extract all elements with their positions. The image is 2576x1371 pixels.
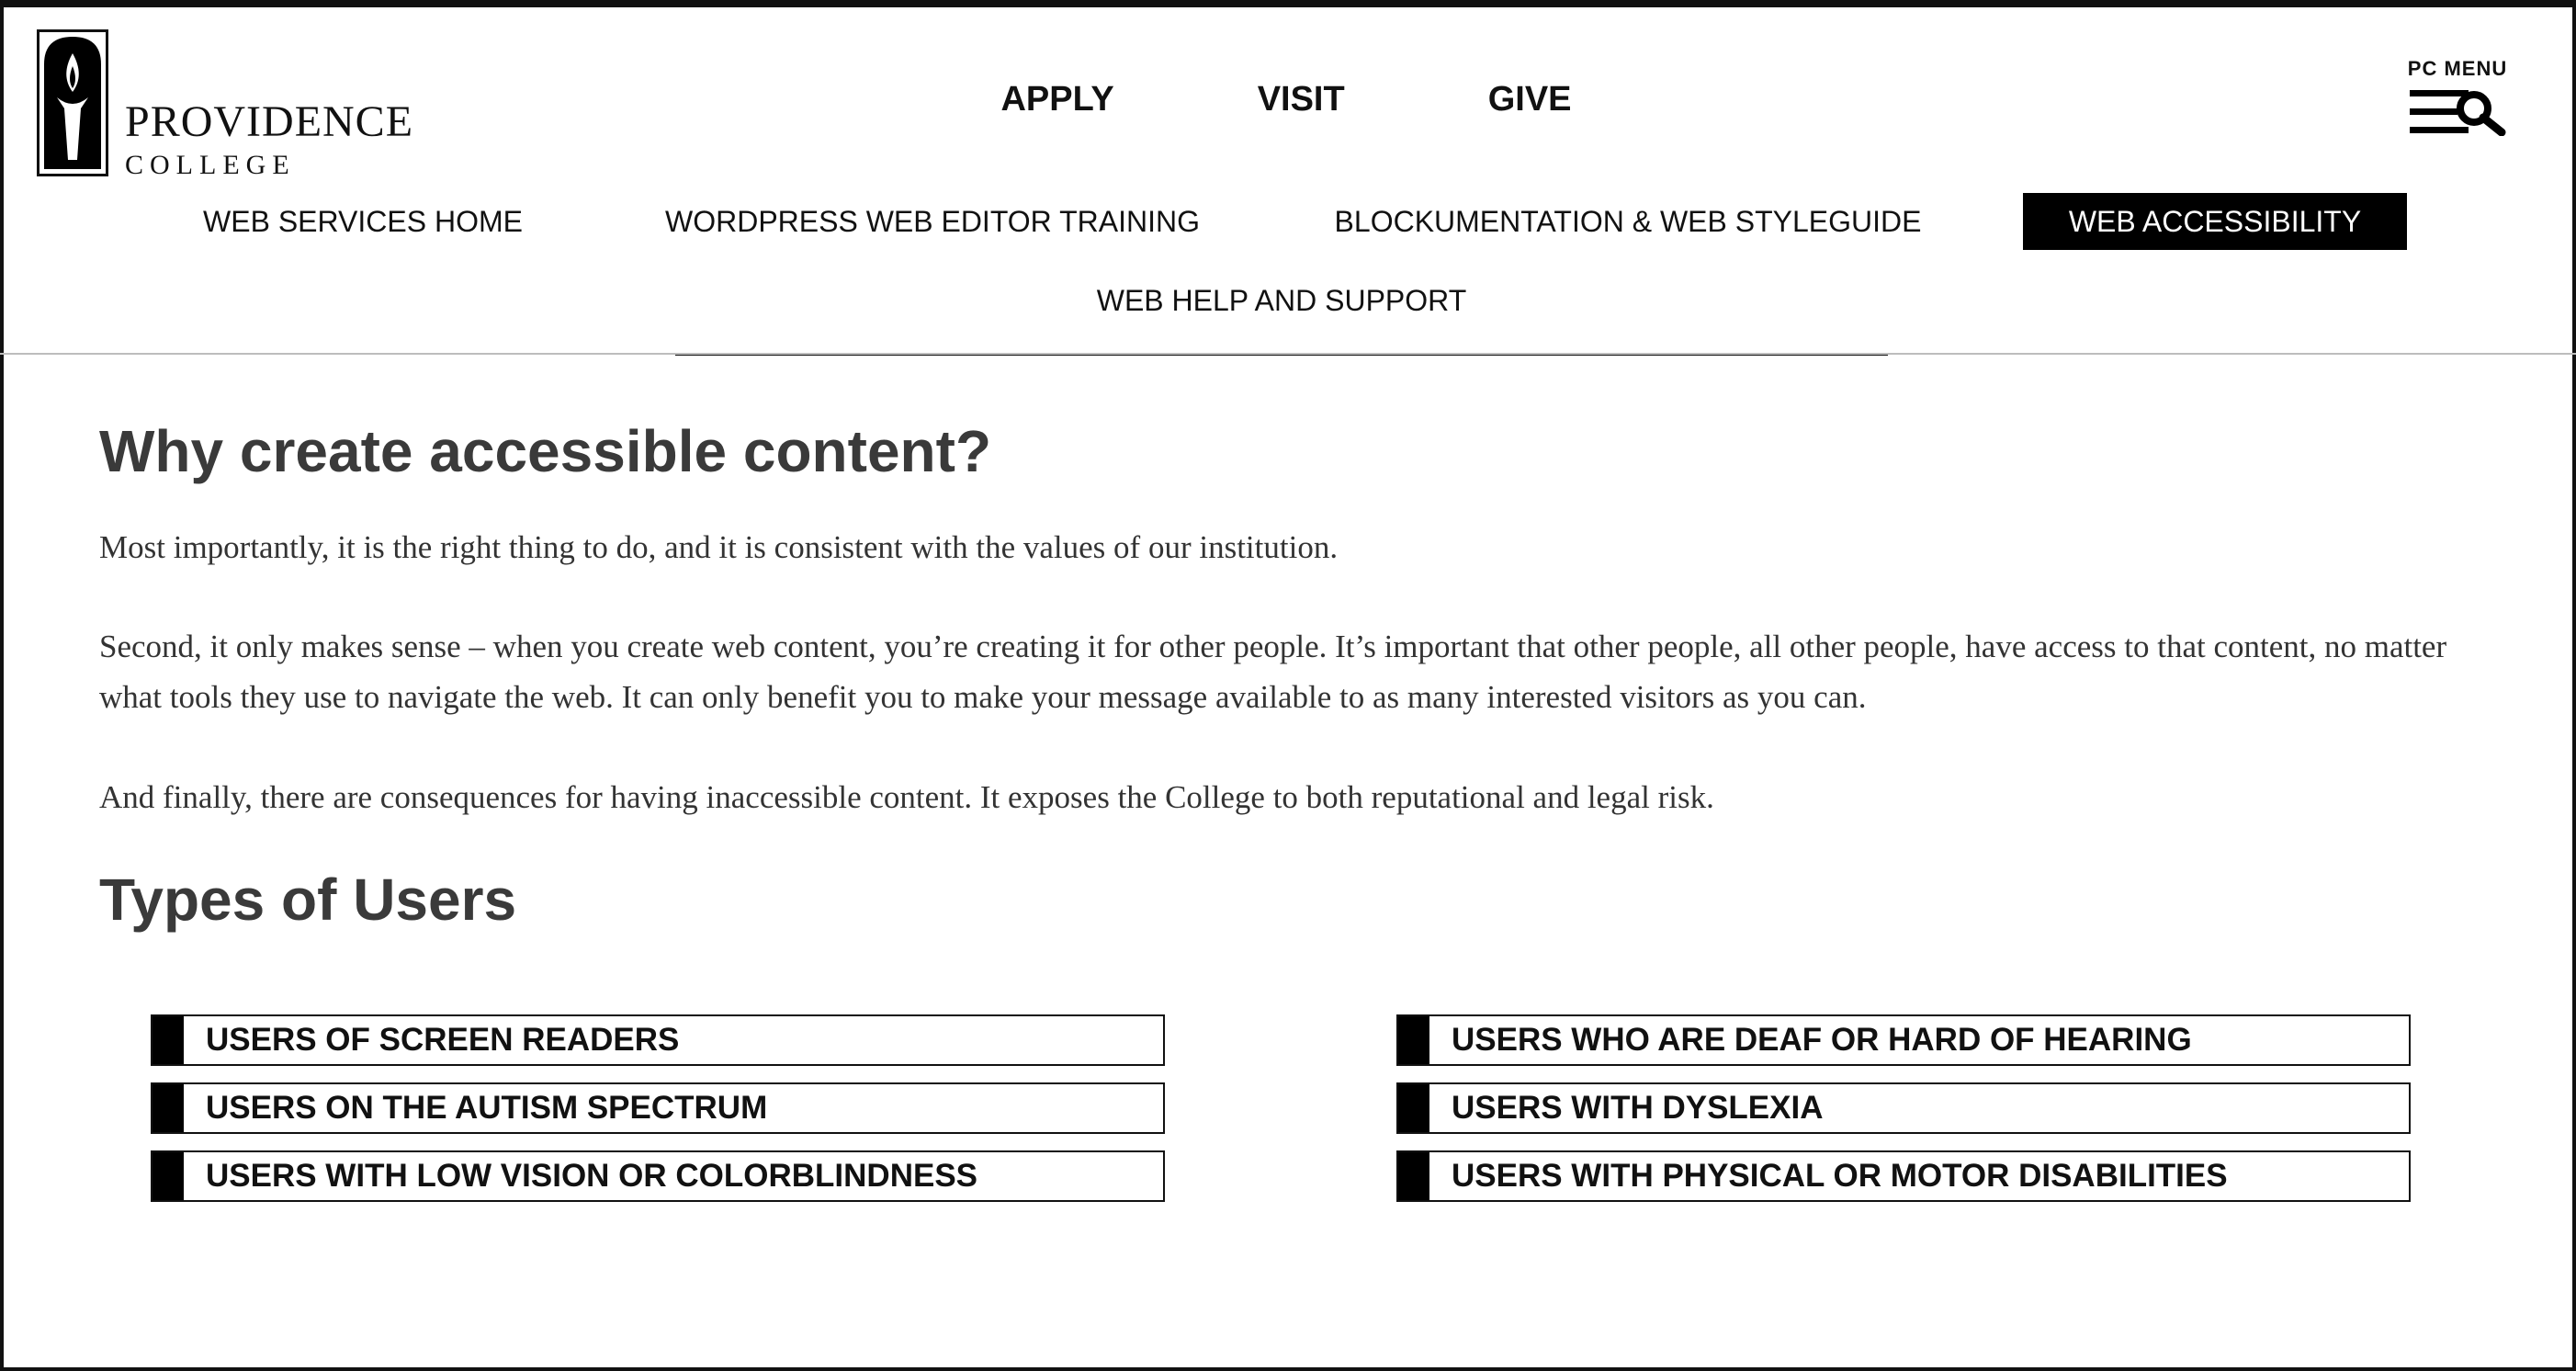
visit-link[interactable]: VISIT (1257, 80, 1345, 119)
pc-menu-label: PC MENU (2407, 57, 2508, 80)
accent-bar (153, 1152, 184, 1200)
subnav-item-web-help-support[interactable]: WEB HELP AND SUPPORT (1096, 284, 1467, 317)
user-type-button[interactable] (151, 1150, 1165, 1202)
accent-bar (1398, 1016, 1429, 1064)
torch-shield-icon (37, 29, 108, 176)
paragraph-2: Second, it only makes sense – when you create web content, you’re creating it for other people. It’s important that other people, all other people, have access to that content, no matter what tools they use to navigate the web. It can only benefit you to make your message available to as many interested visitors as you can. (99, 629, 2447, 715)
user-type-label: USERS WHO ARE DEAF OR HARD OF HEARING (1452, 1022, 2192, 1058)
user-type-label: USERS WITH LOW VISION OR COLORBLINDNESS (206, 1158, 978, 1194)
providence-college-logo[interactable] (37, 29, 414, 180)
types-of-users-heading: Types of Users (99, 867, 517, 933)
user-type-label: USERS WITH PHYSICAL OR MOTOR DISABILITIES (1452, 1158, 2228, 1194)
user-type-button[interactable] (1396, 1014, 2411, 1066)
subnav-item-wordpress-training[interactable]: WORDPRESS WEB EDITOR TRAINING (665, 205, 1200, 238)
user-types-left-column (151, 1014, 1165, 1218)
user-type-button[interactable] (1396, 1150, 2411, 1202)
apply-link[interactable]: APPLY (1000, 80, 1114, 119)
accent-bar (153, 1084, 184, 1132)
logo-wordmark-college: COLLEGE (125, 150, 296, 180)
accent-bar (1398, 1152, 1429, 1200)
user-type-label: USERS ON THE AUTISM SPECTRUM (206, 1090, 768, 1126)
user-type-button[interactable] (151, 1014, 1165, 1066)
give-link[interactable]: GIVE (1487, 80, 1572, 119)
pc-menu-button[interactable] (2407, 57, 2508, 136)
cta-nav (955, 72, 1617, 128)
user-types-right-column (1396, 1014, 2411, 1218)
user-type-button[interactable] (151, 1082, 1165, 1134)
user-type-label: USERS OF SCREEN READERS (206, 1022, 680, 1058)
accent-bar (153, 1016, 184, 1064)
menu-search-icon (2408, 88, 2507, 136)
logo-wordmark-providence: PROVIDENCE (125, 97, 414, 146)
user-type-label: USERS WITH DYSLEXIA (1452, 1090, 1824, 1126)
subnav-item-web-services-home[interactable]: WEB SERVICES HOME (203, 205, 523, 238)
main-content (99, 418, 2488, 933)
paragraph-1: Most importantly, it is the right thing to do, and it is consistent with the values of our institution. (99, 529, 1339, 565)
paragraph-3: And finally, there are consequences for having inaccessible content. It exposes the College to both reputational and legal risk. (99, 779, 1714, 815)
subnav-item-web-accessibility[interactable]: WEB ACCESSIBILITY (2023, 193, 2407, 250)
subnav-item-blockumentation[interactable]: BLOCKUMENTATION & WEB STYLEGUIDE (1334, 205, 1922, 238)
page-heading: Why create accessible content? (99, 418, 992, 484)
accent-bar (1398, 1084, 1429, 1132)
user-type-button[interactable] (1396, 1082, 2411, 1134)
header-divider (0, 353, 2576, 355)
